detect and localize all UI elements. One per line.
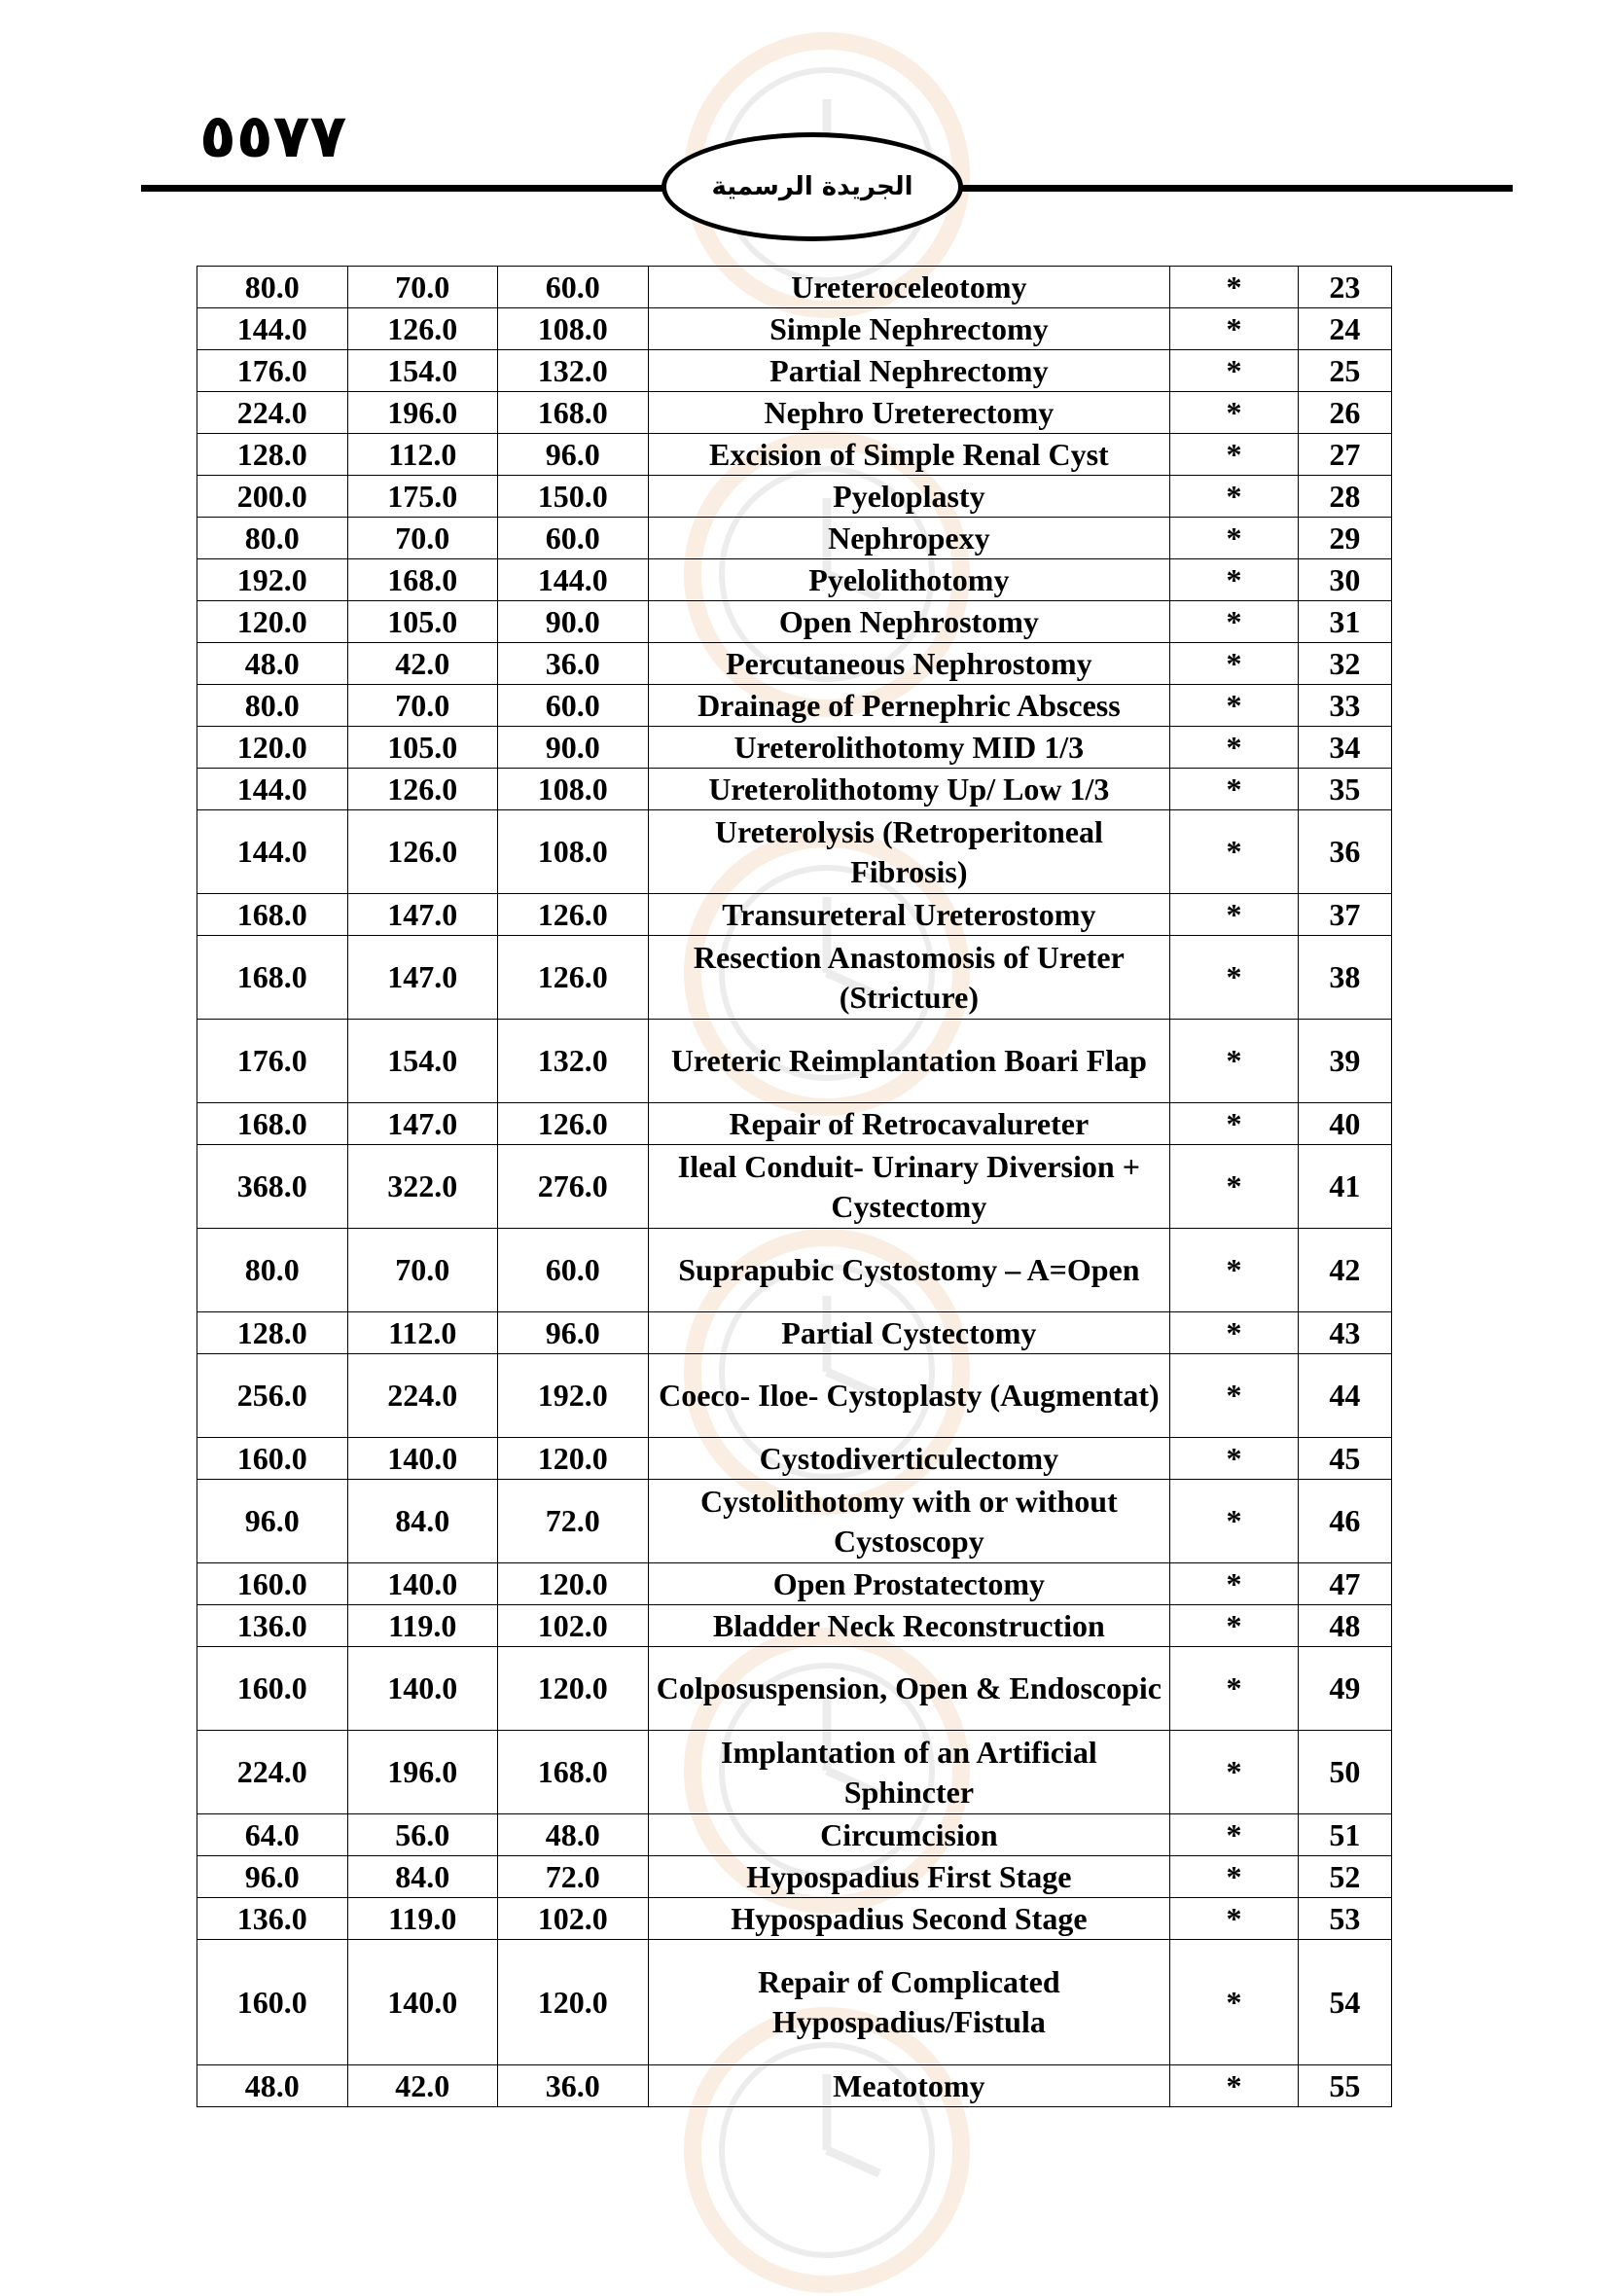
table-row <box>197 1312 1392 1354</box>
fee-c-cell: 90.0 <box>498 601 649 643</box>
item-number-cell: 41 <box>1298 1145 1391 1229</box>
mark-cell: * <box>1170 476 1298 518</box>
fee-a-cell: 160.0 <box>197 1647 348 1731</box>
procedure-cell: Hypospadius Second Stage <box>648 1898 1170 1940</box>
fee-b-cell: 119.0 <box>347 1605 498 1647</box>
procedure-cell: Cystolithotomy with or without Cystoscopy <box>648 1480 1170 1563</box>
fee-a-cell: 168.0 <box>197 936 348 1020</box>
procedure-cell: Ureterolithotomy Up/ Low 1/3 <box>648 769 1170 810</box>
fee-a-cell: 176.0 <box>197 350 348 392</box>
table-row <box>197 769 1392 810</box>
item-number-cell: 44 <box>1298 1354 1391 1438</box>
fee-b-cell: 224.0 <box>347 1354 498 1438</box>
fee-c-cell: 36.0 <box>498 2065 649 2107</box>
mark-cell: * <box>1170 1605 1298 1647</box>
table-row <box>197 1731 1392 1814</box>
fee-b-cell: 140.0 <box>347 1438 498 1480</box>
table-row <box>197 810 1392 894</box>
fee-b-cell: 154.0 <box>347 1020 498 1103</box>
fee-a-cell: 48.0 <box>197 643 348 685</box>
procedure-cell: Bladder Neck Reconstruction <box>648 1605 1170 1647</box>
mark-cell: * <box>1170 559 1298 601</box>
mark-cell: * <box>1170 936 1298 1020</box>
fees-table <box>197 266 1392 2107</box>
fee-c-cell: 90.0 <box>498 727 649 769</box>
table-row <box>197 308 1392 350</box>
page-number: ٥٥٧٧ <box>199 100 347 171</box>
mark-cell: * <box>1170 894 1298 936</box>
procedure-cell: Open Nephrostomy <box>648 601 1170 643</box>
fee-b-cell: 84.0 <box>347 1480 498 1563</box>
item-number-cell: 54 <box>1298 1940 1391 2065</box>
fee-b-cell: 175.0 <box>347 476 498 518</box>
mark-cell: * <box>1170 267 1298 308</box>
fee-a-cell: 192.0 <box>197 559 348 601</box>
table-row <box>197 1856 1392 1898</box>
mark-cell: * <box>1170 601 1298 643</box>
mark-cell: * <box>1170 1731 1298 1814</box>
fee-b-cell: 70.0 <box>347 518 498 559</box>
table-row <box>197 1814 1392 1856</box>
procedure-cell: Repair of Retrocavalureter <box>648 1103 1170 1145</box>
fee-c-cell: 120.0 <box>498 1647 649 1731</box>
fee-b-cell: 322.0 <box>347 1145 498 1229</box>
fee-a-cell: 168.0 <box>197 894 348 936</box>
fee-a-cell: 144.0 <box>197 308 348 350</box>
fee-a-cell: 120.0 <box>197 601 348 643</box>
item-number-cell: 38 <box>1298 936 1391 1020</box>
fee-a-cell: 136.0 <box>197 1605 348 1647</box>
procedure-cell: Drainage of Pernephric Abscess <box>648 685 1170 727</box>
table-row <box>197 518 1392 559</box>
fee-b-cell: 126.0 <box>347 769 498 810</box>
mark-cell: * <box>1170 518 1298 559</box>
item-number-cell: 53 <box>1298 1898 1391 1940</box>
fee-a-cell: 144.0 <box>197 769 348 810</box>
table-row <box>197 1229 1392 1312</box>
fee-b-cell: 196.0 <box>347 1731 498 1814</box>
procedure-cell: Colposuspension, Open & Endoscopic <box>648 1647 1170 1731</box>
mark-cell: * <box>1170 350 1298 392</box>
fee-c-cell: 48.0 <box>498 1814 649 1856</box>
item-number-cell: 49 <box>1298 1647 1391 1731</box>
item-number-cell: 39 <box>1298 1020 1391 1103</box>
item-number-cell: 32 <box>1298 643 1391 685</box>
mark-cell: * <box>1170 1229 1298 1312</box>
gazette-title-oval <box>661 132 963 241</box>
mark-cell: * <box>1170 1103 1298 1145</box>
fee-c-cell: 150.0 <box>498 476 649 518</box>
fee-b-cell: 140.0 <box>347 1940 498 2065</box>
item-number-cell: 29 <box>1298 518 1391 559</box>
fee-c-cell: 60.0 <box>498 1229 649 1312</box>
procedure-cell: Suprapubic Cystostomy – A=Open <box>648 1229 1170 1312</box>
item-number-cell: 47 <box>1298 1563 1391 1605</box>
fee-a-cell: 80.0 <box>197 685 348 727</box>
fee-a-cell: 136.0 <box>197 1898 348 1940</box>
fee-c-cell: 276.0 <box>498 1145 649 1229</box>
table-row <box>197 392 1392 434</box>
item-number-cell: 25 <box>1298 350 1391 392</box>
table-row <box>197 1145 1392 1229</box>
fee-c-cell: 72.0 <box>498 1856 649 1898</box>
fee-b-cell: 140.0 <box>347 1647 498 1731</box>
fee-c-cell: 120.0 <box>498 1438 649 1480</box>
table-row <box>197 267 1392 308</box>
item-number-cell: 42 <box>1298 1229 1391 1312</box>
procedure-cell: Nephropexy <box>648 518 1170 559</box>
procedure-cell: Open Prostatectomy <box>648 1563 1170 1605</box>
fee-a-cell: 128.0 <box>197 1312 348 1354</box>
procedure-cell: Simple Nephrectomy <box>648 308 1170 350</box>
mark-cell: * <box>1170 1856 1298 1898</box>
mark-cell: * <box>1170 308 1298 350</box>
fee-b-cell: 126.0 <box>347 810 498 894</box>
fee-b-cell: 84.0 <box>347 1856 498 1898</box>
mark-cell: * <box>1170 434 1298 476</box>
item-number-cell: 23 <box>1298 267 1391 308</box>
fee-b-cell: 147.0 <box>347 1103 498 1145</box>
mark-cell: * <box>1170 810 1298 894</box>
fee-c-cell: 96.0 <box>498 1312 649 1354</box>
table-row <box>197 643 1392 685</box>
fee-c-cell: 96.0 <box>498 434 649 476</box>
fee-b-cell: 119.0 <box>347 1898 498 1940</box>
fee-a-cell: 80.0 <box>197 1229 348 1312</box>
table-row <box>197 476 1392 518</box>
table-row <box>197 601 1392 643</box>
fee-c-cell: 60.0 <box>498 267 649 308</box>
fee-b-cell: 42.0 <box>347 643 498 685</box>
item-number-cell: 27 <box>1298 434 1391 476</box>
procedure-cell: Transureteral Ureterostomy <box>648 894 1170 936</box>
procedure-cell: Ileal Conduit- Urinary Diversion + Cystectomy <box>648 1145 1170 1229</box>
mark-cell: * <box>1170 1438 1298 1480</box>
fee-a-cell: 168.0 <box>197 1103 348 1145</box>
mark-cell: * <box>1170 769 1298 810</box>
item-number-cell: 35 <box>1298 769 1391 810</box>
procedure-cell: Hypospadius First Stage <box>648 1856 1170 1898</box>
fee-a-cell: 224.0 <box>197 1731 348 1814</box>
fee-c-cell: 108.0 <box>498 810 649 894</box>
fee-a-cell: 256.0 <box>197 1354 348 1438</box>
procedure-cell: Ureterolysis (Retroperitoneal Fibrosis) <box>648 810 1170 894</box>
table-row <box>197 350 1392 392</box>
fee-a-cell: 144.0 <box>197 810 348 894</box>
mark-cell: * <box>1170 1145 1298 1229</box>
mark-cell: * <box>1170 1940 1298 2065</box>
item-number-cell: 52 <box>1298 1856 1391 1898</box>
fee-a-cell: 80.0 <box>197 518 348 559</box>
fee-c-cell: 126.0 <box>498 936 649 1020</box>
item-number-cell: 48 <box>1298 1605 1391 1647</box>
table-row <box>197 894 1392 936</box>
mark-cell: * <box>1170 685 1298 727</box>
fee-a-cell: 96.0 <box>197 1480 348 1563</box>
fee-b-cell: 126.0 <box>347 308 498 350</box>
fee-c-cell: 120.0 <box>498 1563 649 1605</box>
fee-a-cell: 200.0 <box>197 476 348 518</box>
fee-c-cell: 132.0 <box>498 350 649 392</box>
mark-cell: * <box>1170 392 1298 434</box>
item-number-cell: 45 <box>1298 1438 1391 1480</box>
item-number-cell: 26 <box>1298 392 1391 434</box>
mark-cell: * <box>1170 1647 1298 1731</box>
procedure-cell: Ureterolithotomy MID 1/3 <box>648 727 1170 769</box>
table-row <box>197 1605 1392 1647</box>
mark-cell: * <box>1170 1563 1298 1605</box>
fee-c-cell: 102.0 <box>498 1898 649 1940</box>
item-number-cell: 31 <box>1298 601 1391 643</box>
table-row <box>197 559 1392 601</box>
fee-b-cell: 112.0 <box>347 1312 498 1354</box>
fee-c-cell: 60.0 <box>498 685 649 727</box>
mark-cell: * <box>1170 1814 1298 1856</box>
procedure-cell: Circumcision <box>648 1814 1170 1856</box>
table-row <box>197 434 1392 476</box>
fee-c-cell: 108.0 <box>498 308 649 350</box>
procedure-cell: Pyelolithotomy <box>648 559 1170 601</box>
fee-b-cell: 140.0 <box>347 1563 498 1605</box>
mark-cell: * <box>1170 1312 1298 1354</box>
table-row <box>197 1354 1392 1438</box>
table-row <box>197 2065 1392 2107</box>
procedure-cell: Nephro Ureterectomy <box>648 392 1170 434</box>
item-number-cell: 46 <box>1298 1480 1391 1563</box>
fee-a-cell: 80.0 <box>197 267 348 308</box>
fee-b-cell: 42.0 <box>347 2065 498 2107</box>
table-row <box>197 1480 1392 1563</box>
procedure-cell: Repair of Complicated Hypospadius/Fistula <box>648 1940 1170 2065</box>
item-number-cell: 50 <box>1298 1731 1391 1814</box>
mark-cell: * <box>1170 1354 1298 1438</box>
fee-b-cell: 168.0 <box>347 559 498 601</box>
procedure-cell: Excision of Simple Renal Cyst <box>648 434 1170 476</box>
fee-b-cell: 154.0 <box>347 350 498 392</box>
gazette-title: الجريدة الرسمية <box>711 172 913 201</box>
fee-a-cell: 48.0 <box>197 2065 348 2107</box>
item-number-cell: 55 <box>1298 2065 1391 2107</box>
mark-cell: * <box>1170 1020 1298 1103</box>
fee-c-cell: 126.0 <box>498 894 649 936</box>
procedure-cell: Cystodiverticulectomy <box>648 1438 1170 1480</box>
fee-c-cell: 192.0 <box>498 1354 649 1438</box>
procedure-cell: Partial Nephrectomy <box>648 350 1170 392</box>
item-number-cell: 37 <box>1298 894 1391 936</box>
fee-b-cell: 112.0 <box>347 434 498 476</box>
table-row <box>197 1438 1392 1480</box>
fee-b-cell: 70.0 <box>347 267 498 308</box>
fee-c-cell: 126.0 <box>498 1103 649 1145</box>
item-number-cell: 24 <box>1298 308 1391 350</box>
mark-cell: * <box>1170 1480 1298 1563</box>
table-row <box>197 1103 1392 1145</box>
fee-b-cell: 196.0 <box>347 392 498 434</box>
table-row <box>197 936 1392 1020</box>
fee-a-cell: 176.0 <box>197 1020 348 1103</box>
item-number-cell: 28 <box>1298 476 1391 518</box>
fee-a-cell: 160.0 <box>197 1940 348 2065</box>
fee-c-cell: 168.0 <box>498 392 649 434</box>
table-row <box>197 1020 1392 1103</box>
table-row <box>197 1647 1392 1731</box>
fee-c-cell: 60.0 <box>498 518 649 559</box>
item-number-cell: 51 <box>1298 1814 1391 1856</box>
fee-a-cell: 120.0 <box>197 727 348 769</box>
procedure-cell: Percutaneous Nephrostomy <box>648 643 1170 685</box>
table-row <box>197 1563 1392 1605</box>
mark-cell: * <box>1170 2065 1298 2107</box>
procedure-cell: Pyeloplasty <box>648 476 1170 518</box>
procedure-cell: Partial Cystectomy <box>648 1312 1170 1354</box>
fee-c-cell: 144.0 <box>498 559 649 601</box>
fee-c-cell: 132.0 <box>498 1020 649 1103</box>
fee-c-cell: 168.0 <box>498 1731 649 1814</box>
fee-c-cell: 120.0 <box>498 1940 649 2065</box>
fee-b-cell: 70.0 <box>347 1229 498 1312</box>
fee-a-cell: 368.0 <box>197 1145 348 1229</box>
fee-c-cell: 72.0 <box>498 1480 649 1563</box>
mark-cell: * <box>1170 727 1298 769</box>
fees-table-body <box>197 267 1392 2107</box>
fee-a-cell: 160.0 <box>197 1563 348 1605</box>
fee-b-cell: 147.0 <box>347 894 498 936</box>
table-row <box>197 685 1392 727</box>
item-number-cell: 30 <box>1298 559 1391 601</box>
mark-cell: * <box>1170 643 1298 685</box>
item-number-cell: 36 <box>1298 810 1391 894</box>
fee-a-cell: 96.0 <box>197 1856 348 1898</box>
item-number-cell: 40 <box>1298 1103 1391 1145</box>
item-number-cell: 43 <box>1298 1312 1391 1354</box>
procedure-cell: Ureteroceleotomy <box>648 267 1170 308</box>
fee-b-cell: 105.0 <box>347 727 498 769</box>
fee-a-cell: 224.0 <box>197 392 348 434</box>
mark-cell: * <box>1170 1898 1298 1940</box>
fee-c-cell: 108.0 <box>498 769 649 810</box>
fee-c-cell: 36.0 <box>498 643 649 685</box>
fee-b-cell: 105.0 <box>347 601 498 643</box>
procedure-cell: Resection Anastomosis of Ureter (Stricture) <box>648 936 1170 1020</box>
procedure-cell: Meatotomy <box>648 2065 1170 2107</box>
item-number-cell: 34 <box>1298 727 1391 769</box>
fee-b-cell: 147.0 <box>347 936 498 1020</box>
fee-c-cell: 102.0 <box>498 1605 649 1647</box>
fee-b-cell: 56.0 <box>347 1814 498 1856</box>
table-row <box>197 727 1392 769</box>
table-row <box>197 1898 1392 1940</box>
fee-a-cell: 128.0 <box>197 434 348 476</box>
procedure-cell: Ureteric Reimplantation Boari Flap <box>648 1020 1170 1103</box>
fee-b-cell: 70.0 <box>347 685 498 727</box>
item-number-cell: 33 <box>1298 685 1391 727</box>
table-row <box>197 1940 1392 2065</box>
procedure-cell: Coeco- Iloe- Cystoplasty (Augmentat) <box>648 1354 1170 1438</box>
fee-a-cell: 160.0 <box>197 1438 348 1480</box>
fee-a-cell: 64.0 <box>197 1814 348 1856</box>
procedure-cell: Implantation of an Artificial Sphincter <box>648 1731 1170 1814</box>
